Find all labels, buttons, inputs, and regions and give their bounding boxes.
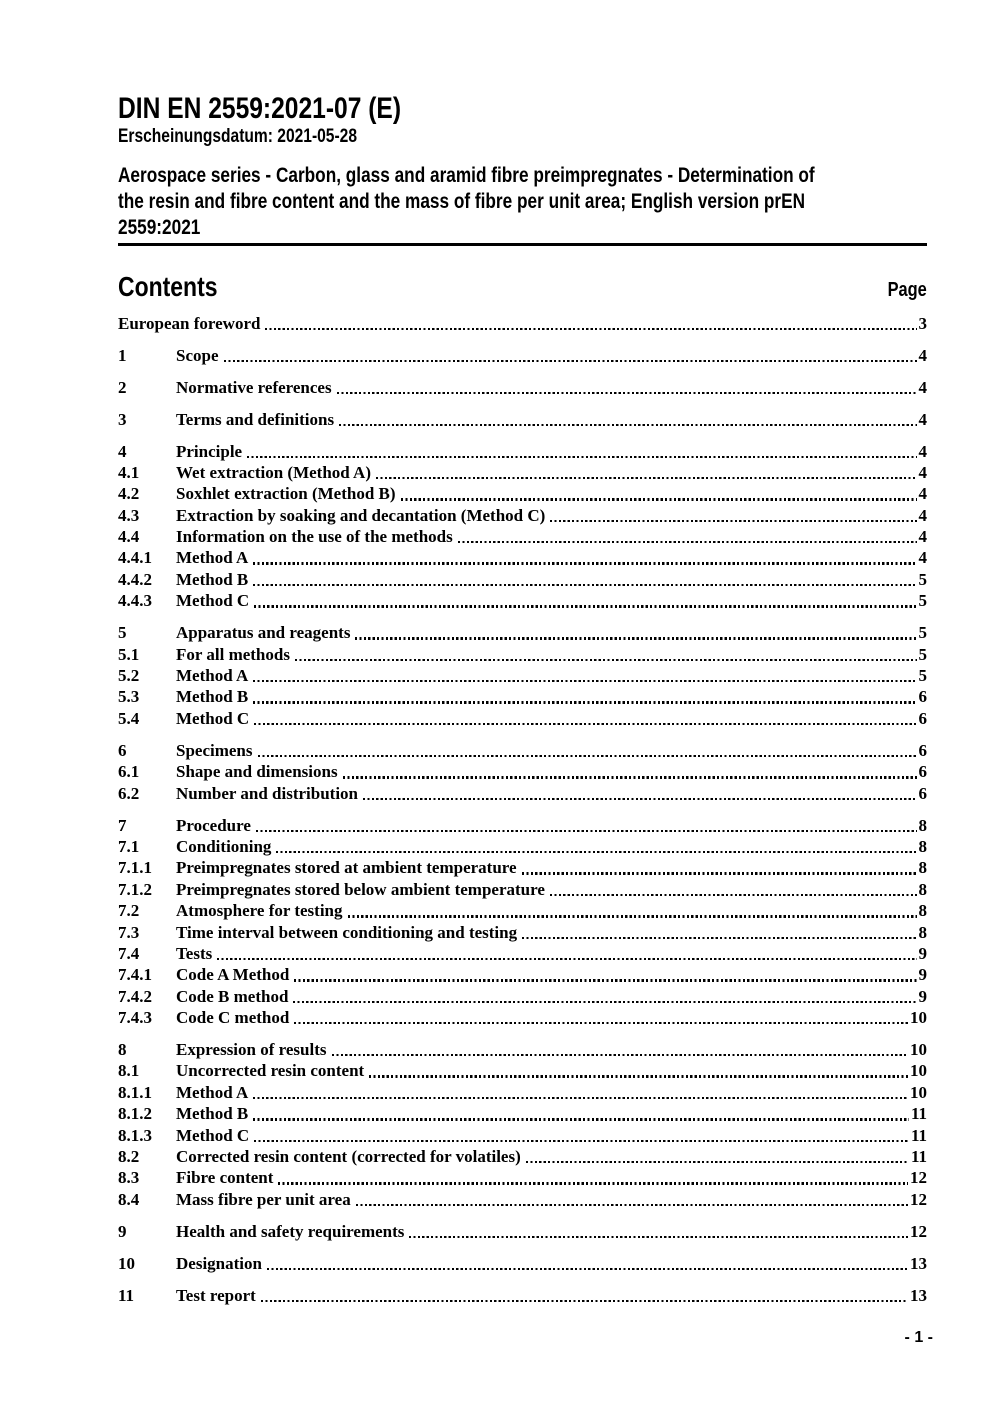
toc-entry-page: 10 xyxy=(910,1061,927,1081)
toc-leader-dots xyxy=(224,360,917,362)
toc-leader-dots xyxy=(256,830,917,832)
toc-leader-dots xyxy=(332,1054,908,1056)
toc-entry-title: Method A xyxy=(176,1082,249,1102)
toc-entry-number: 1 xyxy=(118,345,127,365)
toc-leader-dots xyxy=(294,1022,908,1024)
toc-entry-number: 7.4.3 xyxy=(118,1008,152,1028)
toc-entry-page: 5 xyxy=(918,591,927,611)
header-divider xyxy=(118,243,927,246)
toc-entry-page: 8 xyxy=(918,901,927,921)
toc-entry-number: 4.2 xyxy=(118,484,140,504)
toc-leader-dots xyxy=(253,680,916,682)
toc-entry-title: Expression of results xyxy=(176,1040,327,1060)
toc-entry xyxy=(118,313,927,334)
toc-entry-page: 11 xyxy=(910,1104,927,1124)
toc-entry xyxy=(118,665,927,686)
toc-entry-page: 3 xyxy=(918,313,927,333)
toc-leader-dots xyxy=(253,1118,909,1120)
toc-leader-dots xyxy=(522,937,916,939)
toc-entry-title: Preimpregnates stored below ambient temperature xyxy=(176,879,545,899)
toc-entry xyxy=(118,622,927,643)
toc-entry-page: 11 xyxy=(910,1147,927,1167)
toc-entry-title: Soxhlet extraction (Method B) xyxy=(176,484,396,504)
toc-entry xyxy=(118,1285,927,1306)
toc-entry xyxy=(118,857,927,878)
toc-entry-page: 11 xyxy=(910,1125,927,1145)
toc-entry-page: 12 xyxy=(910,1189,927,1209)
toc-entry-title: Designation xyxy=(176,1253,262,1273)
toc-entry-title: Method A xyxy=(176,548,249,568)
document-title-line-3: 2559:2021 xyxy=(118,216,201,239)
toc-entry-page: 8 xyxy=(918,858,927,878)
toc-leader-dots xyxy=(339,424,916,426)
toc-entry-number: 5.2 xyxy=(118,666,140,686)
toc-entry xyxy=(118,1189,927,1210)
toc-entry-number: 6 xyxy=(118,740,127,760)
toc-leader-dots xyxy=(355,637,916,639)
toc-entry xyxy=(118,1039,927,1060)
toc-leader-dots xyxy=(337,392,917,394)
toc-entry-page: 5 xyxy=(918,569,927,589)
toc-entry xyxy=(118,836,927,857)
toc-leader-dots xyxy=(295,659,917,661)
toc-entry-page: 8 xyxy=(918,922,927,942)
toc-entry-page: 6 xyxy=(918,783,927,803)
toc-entry-page: 9 xyxy=(918,965,927,985)
toc-entry-number: 4.4 xyxy=(118,527,140,547)
toc-leader-dots xyxy=(293,1001,916,1003)
toc-entry xyxy=(118,345,927,366)
toc-entry xyxy=(118,483,927,504)
toc-entry-page: 9 xyxy=(918,986,927,1006)
toc-leader-dots xyxy=(254,723,916,725)
toc-entry-title: Preimpregnates stored at ambient temperature xyxy=(176,858,517,878)
toc-leader-dots xyxy=(254,605,916,607)
toc-entry xyxy=(118,708,927,729)
toc-entry-title: Code C method xyxy=(176,1008,290,1028)
toc-leader-dots xyxy=(278,1182,908,1184)
toc-entry-number: 7.4 xyxy=(118,943,140,963)
toc-leader-dots xyxy=(294,979,916,981)
toc-entry-title: Method B xyxy=(176,687,249,707)
toc-entry-page: 12 xyxy=(910,1168,927,1188)
page-column-label: Page xyxy=(887,279,927,301)
toc-entry-page: 4 xyxy=(918,548,927,568)
toc-entry xyxy=(118,879,927,900)
toc-entry-page: 6 xyxy=(918,708,927,728)
toc-leader-dots xyxy=(267,1268,908,1270)
toc-leader-dots xyxy=(253,701,916,703)
toc-entry-number: 8.3 xyxy=(118,1168,140,1188)
toc-entry-page: 13 xyxy=(910,1253,927,1273)
toc-entry-number: 4.4.3 xyxy=(118,591,152,611)
toc-leader-dots xyxy=(522,872,917,874)
toc-entry-title: Method B xyxy=(176,1104,249,1124)
toc-entry-title: Information on the use of the methods xyxy=(176,527,453,547)
toc-leader-dots xyxy=(343,776,917,778)
toc-entry-title: Principle xyxy=(176,441,243,461)
toc-entry-title: Test report xyxy=(176,1285,256,1305)
toc-entry-title: Time interval between conditioning and testing xyxy=(176,922,518,942)
toc-leader-dots xyxy=(550,520,916,522)
toc-entry-number: 4 xyxy=(118,441,127,461)
toc-leader-dots xyxy=(376,477,917,479)
release-date-line: Erscheinungsdatum: 2021-05-28 xyxy=(118,126,357,147)
toc-entry-title: Normative references xyxy=(176,377,332,397)
toc-entry-page: 5 xyxy=(918,666,927,686)
toc-entry-number: 4.3 xyxy=(118,505,140,525)
toc-entry-page: 12 xyxy=(910,1221,927,1241)
document-title-line-1: Aerospace series - Carbon, glass and aramid fibre preimpregnates - Determination of xyxy=(118,164,815,187)
toc-entry-title: Extraction by soaking and decantation (Method C) xyxy=(176,505,546,525)
toc-entry-page: 4 xyxy=(918,377,927,397)
toc-entry-number: 8.4 xyxy=(118,1189,140,1209)
toc-entry-page: 10 xyxy=(910,1082,927,1102)
toc-entry xyxy=(118,1253,927,1274)
toc-entry xyxy=(118,569,927,590)
toc-entry-number: 8.1 xyxy=(118,1061,140,1081)
table-of-contents xyxy=(118,313,927,1307)
toc-entry-title: Number and distribution xyxy=(176,783,359,803)
toc-leader-dots xyxy=(253,562,916,564)
footer-page-number: - 1 - xyxy=(904,1329,933,1346)
toc-entry xyxy=(118,761,927,782)
toc-leader-dots xyxy=(348,915,917,917)
toc-entry xyxy=(118,644,927,665)
toc-entry-page: 6 xyxy=(918,687,927,707)
toc-entry xyxy=(118,815,927,836)
toc-leader-dots xyxy=(276,851,916,853)
toc-entry-title: Atmosphere for testing xyxy=(176,901,343,921)
toc-entry xyxy=(118,1146,927,1167)
toc-entry xyxy=(118,462,927,483)
toc-entry-number: 11 xyxy=(118,1285,135,1305)
toc-entry xyxy=(118,740,927,761)
document-title xyxy=(118,163,815,241)
toc-entry xyxy=(118,505,927,526)
toc-entry-number: 7.2 xyxy=(118,901,140,921)
toc-entry xyxy=(118,900,927,921)
toc-leader-dots xyxy=(401,498,917,500)
toc-entry-page: 4 xyxy=(918,441,927,461)
toc-entry xyxy=(118,1082,927,1103)
toc-entry-title: Method A xyxy=(176,666,249,686)
toc-entry xyxy=(118,943,927,964)
toc-entry-number: 8.1.3 xyxy=(118,1125,152,1145)
contents-header-row xyxy=(118,272,927,302)
toc-entry xyxy=(118,590,927,611)
toc-entry xyxy=(118,686,927,707)
toc-leader-dots xyxy=(458,541,917,543)
document-title-line-2: the resin and fibre content and the mass of fibre per unit area; English version prEN xyxy=(118,190,806,213)
toc-entry-title: Wet extraction (Method A) xyxy=(176,462,371,482)
toc-entry-page: 10 xyxy=(910,1008,927,1028)
toc-entry-title: Specimens xyxy=(176,740,253,760)
toc-entry xyxy=(118,409,927,430)
toc-entry-title: Procedure xyxy=(176,815,251,835)
toc-entry-number: 7 xyxy=(118,815,127,835)
toc-entry-title: Method C xyxy=(176,1125,250,1145)
toc-entry-number: 7.1.1 xyxy=(118,858,152,878)
toc-leader-dots xyxy=(356,1204,908,1206)
toc-entry xyxy=(118,547,927,568)
toc-entry-page: 4 xyxy=(918,484,927,504)
standard-number-title: DIN EN 2559:2021-07 (E) xyxy=(118,92,402,125)
toc-entry-page: 13 xyxy=(910,1285,927,1305)
toc-leader-dots xyxy=(253,584,916,586)
toc-entry-number: 5.4 xyxy=(118,708,140,728)
toc-entry-page: 6 xyxy=(918,762,927,782)
toc-entry-page: 8 xyxy=(918,879,927,899)
toc-entry xyxy=(118,922,927,943)
toc-entry xyxy=(118,1007,927,1028)
toc-entry-page: 6 xyxy=(918,740,927,760)
toc-entry xyxy=(118,1167,927,1188)
toc-leader-dots xyxy=(265,328,916,330)
toc-entry-title: Method C xyxy=(176,591,250,611)
toc-entry-number: 5.3 xyxy=(118,687,140,707)
toc-leader-dots xyxy=(217,958,916,960)
toc-entry-title: Code A Method xyxy=(176,965,290,985)
toc-entry-number: 7.3 xyxy=(118,922,140,942)
toc-leader-dots xyxy=(526,1161,909,1163)
toc-entry xyxy=(118,377,927,398)
toc-entry-number: 8.1.2 xyxy=(118,1104,152,1124)
toc-entry-page: 8 xyxy=(918,836,927,856)
toc-entry-title: European foreword xyxy=(118,313,261,333)
toc-entry xyxy=(118,1060,927,1081)
toc-entry xyxy=(118,526,927,547)
toc-entry-number: 5 xyxy=(118,623,127,643)
toc-entry-title: Scope xyxy=(176,345,219,365)
toc-entry-page: 4 xyxy=(918,462,927,482)
toc-leader-dots xyxy=(550,894,917,896)
toc-entry-number: 4.1 xyxy=(118,462,140,482)
toc-entry-title: Mass fibre per unit area xyxy=(176,1189,351,1209)
toc-entry xyxy=(118,1125,927,1146)
toc-entry-number: 9 xyxy=(118,1221,127,1241)
toc-leader-dots xyxy=(254,1140,909,1142)
toc-entry xyxy=(118,964,927,985)
toc-entry-title: Method C xyxy=(176,708,250,728)
toc-entry-title: Fibre content xyxy=(176,1168,274,1188)
toc-entry-page: 5 xyxy=(918,623,927,643)
toc-entry-title: Health and safety requirements xyxy=(176,1221,405,1241)
toc-entry xyxy=(118,1103,927,1124)
toc-entry-title: Code B method xyxy=(176,986,289,1006)
toc-entry-number: 4.4.1 xyxy=(118,548,152,568)
toc-entry xyxy=(118,441,927,462)
toc-entry-page: 4 xyxy=(918,345,927,365)
toc-entry-title: Tests xyxy=(176,943,213,963)
toc-leader-dots xyxy=(369,1075,908,1077)
toc-entry-number: 7.1 xyxy=(118,836,140,856)
contents-heading: Contents xyxy=(118,271,218,302)
toc-entry-number: 4.4.2 xyxy=(118,569,152,589)
toc-entry-page: 4 xyxy=(918,409,927,429)
toc-entry-number: 3 xyxy=(118,409,127,429)
toc-entry-number: 6.2 xyxy=(118,783,140,803)
toc-entry-number: 8 xyxy=(118,1040,127,1060)
toc-entry-title: Corrected resin content (corrected for volatiles) xyxy=(176,1147,521,1167)
toc-leader-dots xyxy=(247,456,916,458)
toc-entry-title: Shape and dimensions xyxy=(176,762,338,782)
toc-entry-page: 10 xyxy=(910,1040,927,1060)
toc-entry xyxy=(118,986,927,1007)
toc-entry-number: 6.1 xyxy=(118,762,140,782)
toc-entry-number: 2 xyxy=(118,377,127,397)
toc-leader-dots xyxy=(261,1300,908,1302)
toc-entry-number: 5.1 xyxy=(118,644,140,664)
toc-entry-number: 7.4.2 xyxy=(118,986,152,1006)
toc-entry-page: 8 xyxy=(918,815,927,835)
toc-entry-title: For all methods xyxy=(176,644,290,664)
toc-entry-title: Apparatus and reagents xyxy=(176,623,351,643)
toc-entry xyxy=(118,1221,927,1242)
toc-entry-page: 4 xyxy=(918,527,927,547)
toc-entry-number: 7.1.2 xyxy=(118,879,152,899)
toc-leader-dots xyxy=(409,1236,908,1238)
toc-entry-page: 5 xyxy=(918,644,927,664)
toc-entry-page: 9 xyxy=(918,943,927,963)
toc-entry xyxy=(118,783,927,804)
toc-leader-dots xyxy=(363,798,916,800)
toc-entry-title: Terms and definitions xyxy=(176,409,335,429)
toc-entry-number: 8.2 xyxy=(118,1147,140,1167)
toc-leader-dots xyxy=(253,1097,908,1099)
toc-entry-title: Conditioning xyxy=(176,836,272,856)
toc-entry-number: 8.1.1 xyxy=(118,1082,152,1102)
toc-entry-number: 10 xyxy=(118,1253,135,1273)
toc-entry-title: Uncorrected resin content xyxy=(176,1061,365,1081)
toc-leader-dots xyxy=(258,755,917,757)
toc-entry-title: Method B xyxy=(176,569,249,589)
toc-entry-page: 4 xyxy=(918,505,927,525)
toc-entry-number: 7.4.1 xyxy=(118,965,152,985)
